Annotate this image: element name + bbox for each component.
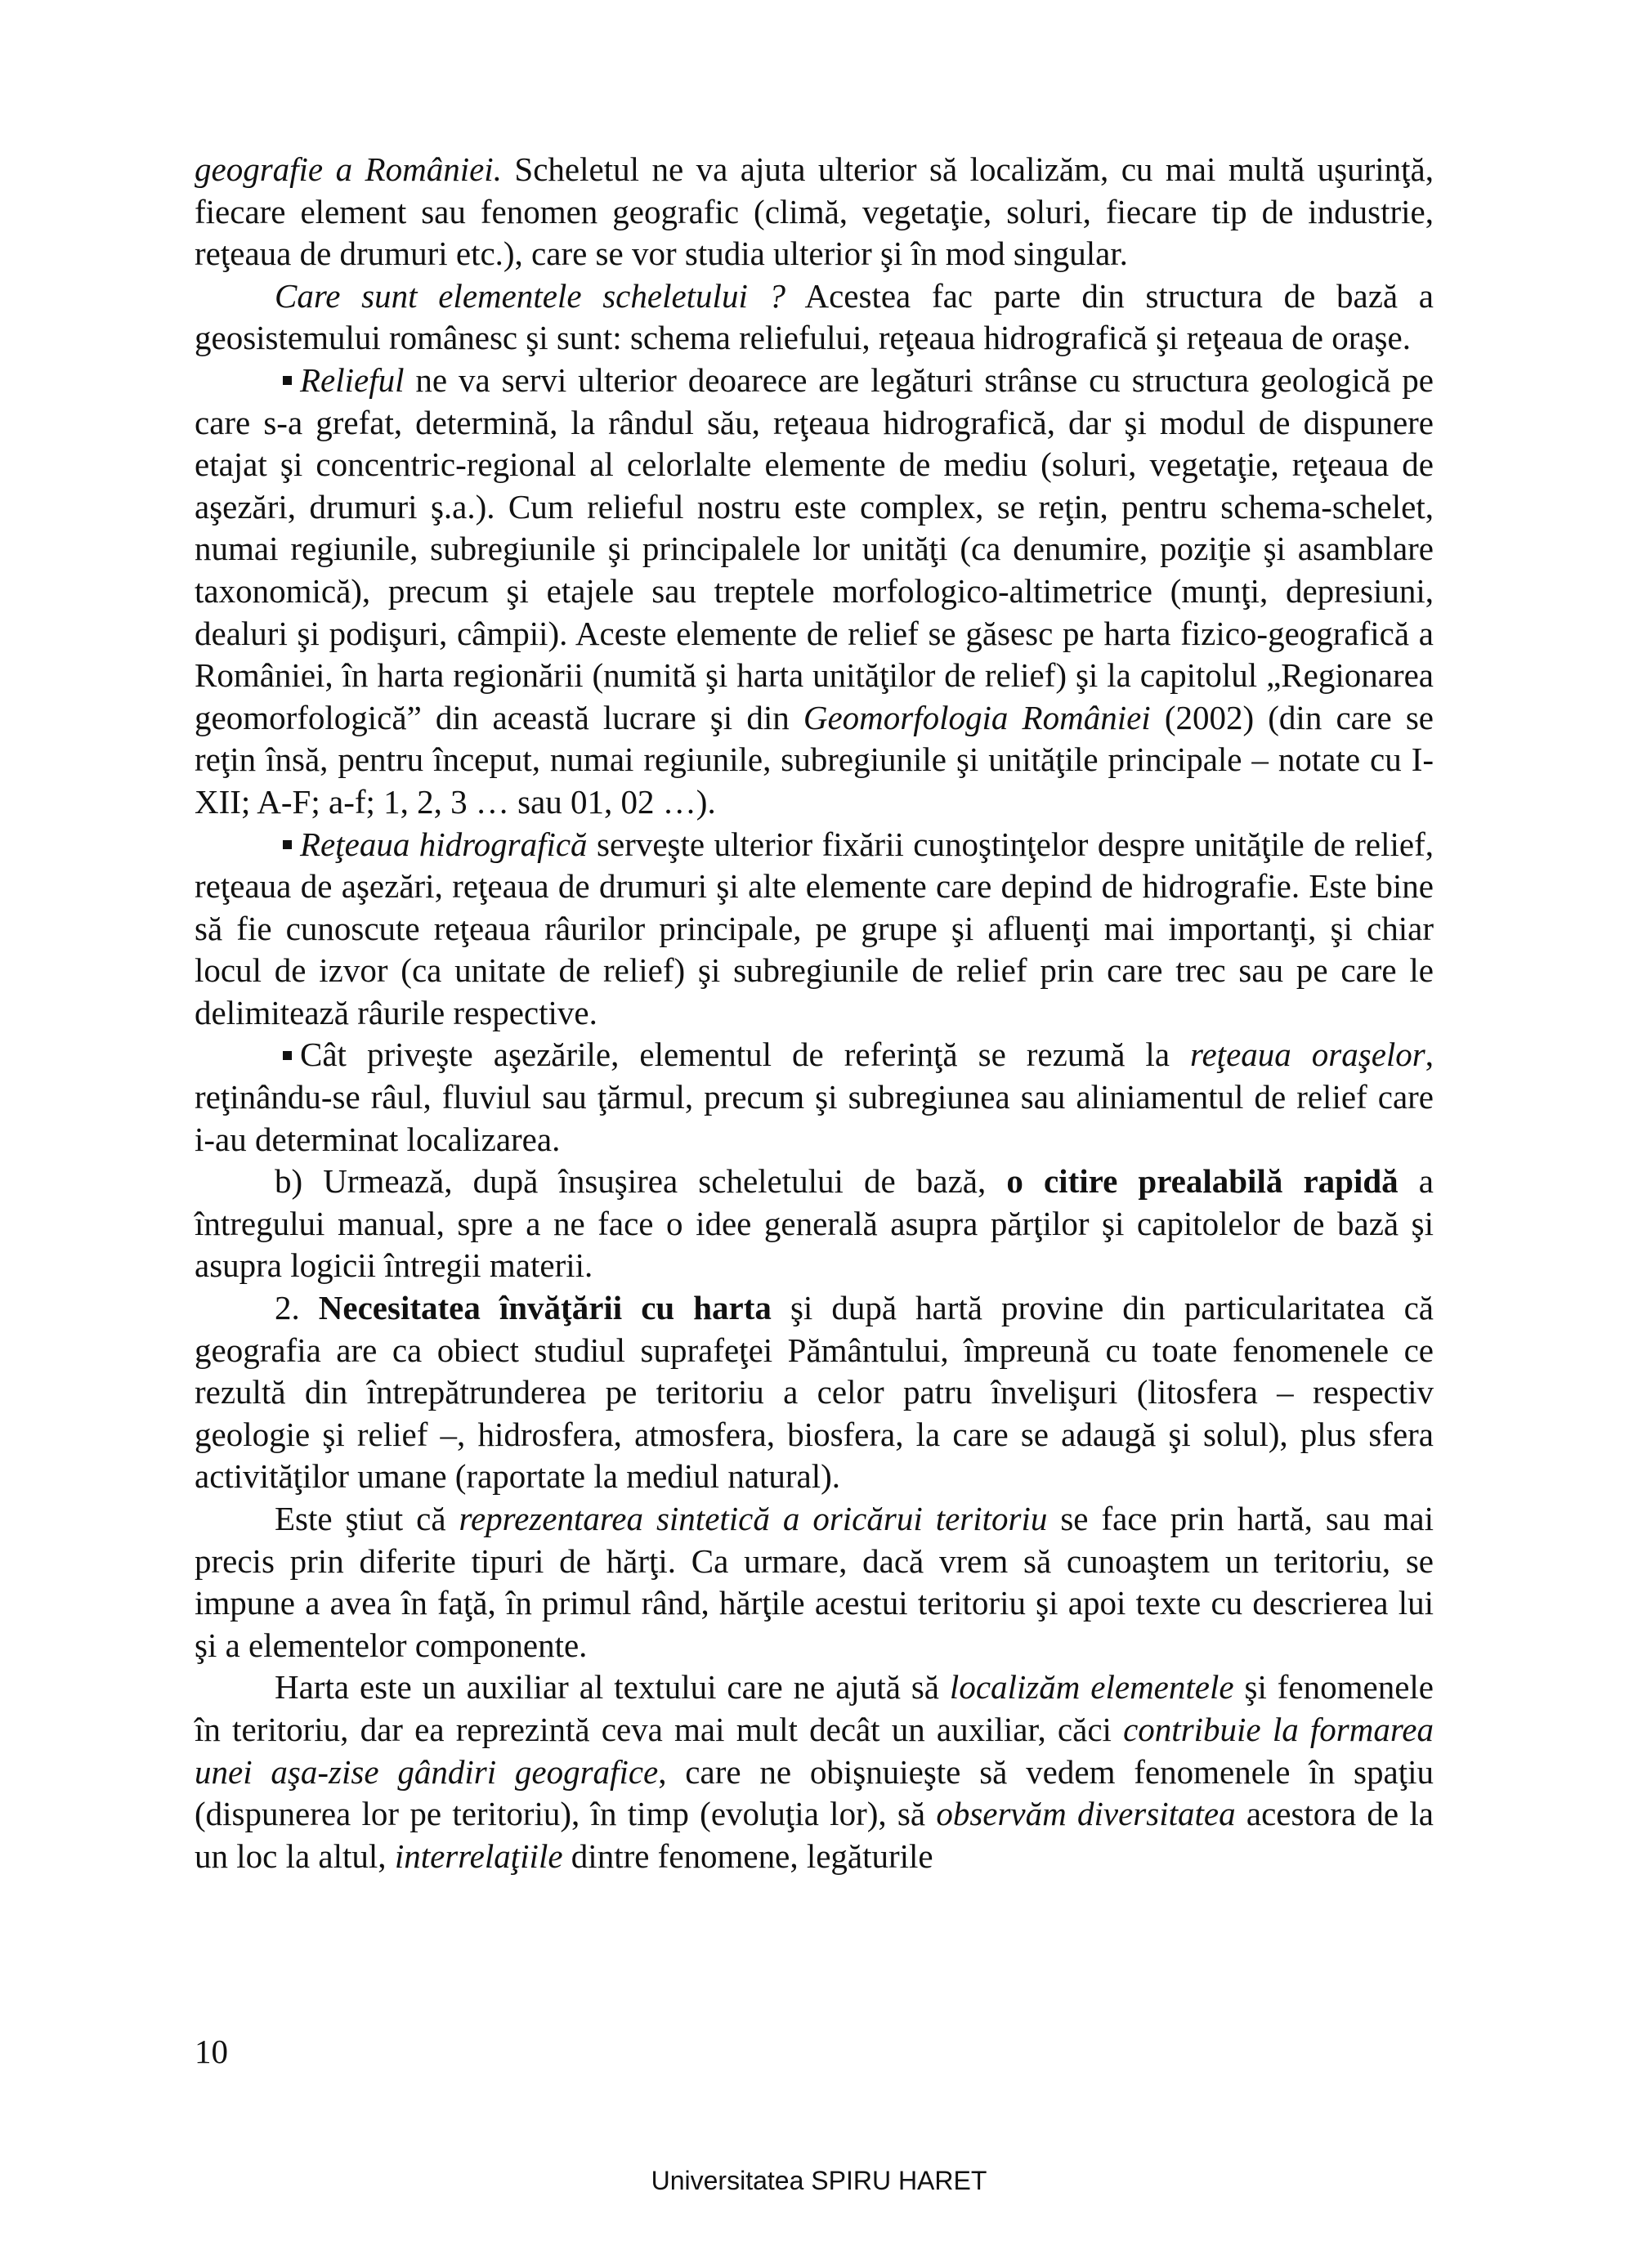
text-span: , reţinându-se râul, fluviul sau ţărmul, precum şi subregiunea sau aliniamentul de relief care i-au determinat localizarea. <box>195 1036 1434 1158</box>
italic-span: Reţeaua hidrografică <box>300 825 588 863</box>
paragraph-b <box>195 1161 1434 1287</box>
text-span: (2002) (din care se reţin însă, pentru început, numai regiunile, subregiunile şi unităţile principale – notate cu I-XII; A-F; a-f; 1, 2, 3 … sau 01, 02 …). <box>195 698 1434 821</box>
italic-span: Care sunt elementele scheletului ? <box>275 276 786 315</box>
text-span: Acestea fac parte din structura de bază a geosistemului românesc şi sunt: schema reliefului, reţeaua hidrografică şi reţeaua de oraşe. <box>195 276 1434 357</box>
text-span: 2. <box>275 1289 319 1327</box>
italic-span: Relieful <box>300 360 405 399</box>
bullet-icon <box>283 1051 292 1060</box>
text-span: Scheletul ne va ajuta ulterior să localizăm, cu mai multă uşurinţă, fiecare element sau fenomen geografic (climă, vegetaţie, soluri, fiecare tip de industrie, reţeaua de drumuri etc.), care se vor studia ulterior şi în mod singular. <box>195 150 1434 273</box>
text-span: şi fenomenele în teritoriu, dar ea reprezintă ceva mai mult decât un auxiliar, căci <box>195 1668 1434 1748</box>
text-span: ne va servi ulterior deoarece are legături strânse cu structura geologică pe care s-a grefat, determină, la rândul său, reţeaua hidrografică, dar şi modul de dispunere etajat şi concentric-regional al celorlalte elemente de mediu (soluri, vegetaţie, reţeaua de aşezări, drumuri ş.a.). Cum relieful nostru este complex, se reţin, pentru schema-schelet, numai regiunile, subregiunile şi principalele lor unităţi (ca denumire, poziţie şi asamblare taxonomică), precum şi etajele sau treptele morfologico-altimetrice (munţi, depresiuni, dealuri şi podişuri, câmpii). Aceste elemente de relief se găsesc pe harta fizico-geografică a României, în harta regionării (numită şi harta unităţilor de relief) şi la capitolul „Regionarea geomorfologică” din această lucrare şi din <box>195 360 1434 736</box>
italic-span: observăm diversitatea <box>936 1795 1236 1833</box>
italic-span: Geomorfologia României <box>803 698 1151 736</box>
italic-span: reţeaua oraşelor <box>1190 1036 1425 1074</box>
text-span: a întregului manual, spre a ne face o idee generală asupra părţilor şi capitolelor de bază şi asupra logicii întregii materii. <box>195 1162 1434 1285</box>
page-body <box>195 149 1434 1877</box>
bullet-icon <box>283 376 292 385</box>
text-span: Harta este un auxiliar al textului care ne ajută să <box>275 1668 950 1707</box>
footer-publisher: Universitatea SPIRU HARET <box>651 2166 987 2195</box>
bullet-icon <box>283 840 292 849</box>
text-span: b) Urmează, după însuşirea scheletului de bază, <box>275 1162 1007 1201</box>
text-span: , care ne obişnuieşte să vedem fenomenele în spaţiu (dispunerea lor pe teritoriu), în timp (evoluţia lor), să <box>195 1752 1434 1833</box>
text-span: şi după hartă provine din particularitatea că geografia are ca obiect studiul suprafeţei Pământului, împreună cu toate fenomenele ce rezultă din întrepătrunderea pe teritoriu a celor patru învelişuri (litosfera – respectiv geologie şi relief –, hidrosfera, atmosfera, biosfera, la care se adaugă şi solul), plus sfera activităţilor umane (raportate la mediul natural). <box>195 1289 1434 1496</box>
paragraph-2 <box>195 275 1434 360</box>
italic-span: reprezentarea sintetică a oricărui teritoriu <box>459 1500 1048 1537</box>
text-span: Cât priveşte aşezările, elementul de referinţă se rezumă la <box>300 1036 1191 1074</box>
text-span: se face prin hartă, sau mai precis prin diferite tipuri de hărţi. Ca urmare, dacă vrem să cunoaştem un teritoriu, se impune a avea în faţă, în primul rând, hărţile acestui teritoriu şi apoi texte cu descrierea lui şi a elementelor componente. <box>195 1500 1434 1664</box>
paragraph-harta-auxiliar <box>195 1666 1434 1877</box>
paragraph-2-harta <box>195 1287 1434 1498</box>
italic-span: geografie a României. <box>195 150 502 188</box>
text-span: acestora de la un loc la altul, <box>195 1795 1434 1875</box>
bold-span: o citire prealabilă rapidă <box>1006 1162 1399 1201</box>
text-span: dintre fenomene, legăturile <box>562 1836 933 1875</box>
text-span: Este ştiut că <box>275 1500 459 1537</box>
italic-span: localizăm elementele <box>949 1668 1234 1707</box>
bold-span: Necesitatea învăţării cu harta <box>318 1289 772 1327</box>
paragraph-relief <box>195 360 1434 824</box>
paragraph-stiut <box>195 1498 1434 1666</box>
paragraph-hidrografie <box>195 824 1434 1035</box>
page-number: 10 <box>195 2033 228 2070</box>
paragraph-1 <box>195 149 1434 275</box>
paragraph-asezari <box>195 1034 1434 1161</box>
text-span: serveşte ulterior fixării cunoştinţelor despre unităţile de relief, reţeaua de aşezări, reţeaua de drumuri şi alte elemente care depind de hidrografie. Este bine să fie cunoscute reţeaua râurilor principale, pe grupe şi afluenţi mai importanţi, şi chiar locul de izvor (ca unitate de relief) şi subregiunile de relief prin care trec sau pe care le delimitează râurile respective. <box>195 825 1434 1031</box>
italic-span: contribuie la formarea unei aşa-zise gândiri geografice <box>195 1710 1434 1791</box>
italic-span: interrelaţiile <box>394 1836 563 1875</box>
